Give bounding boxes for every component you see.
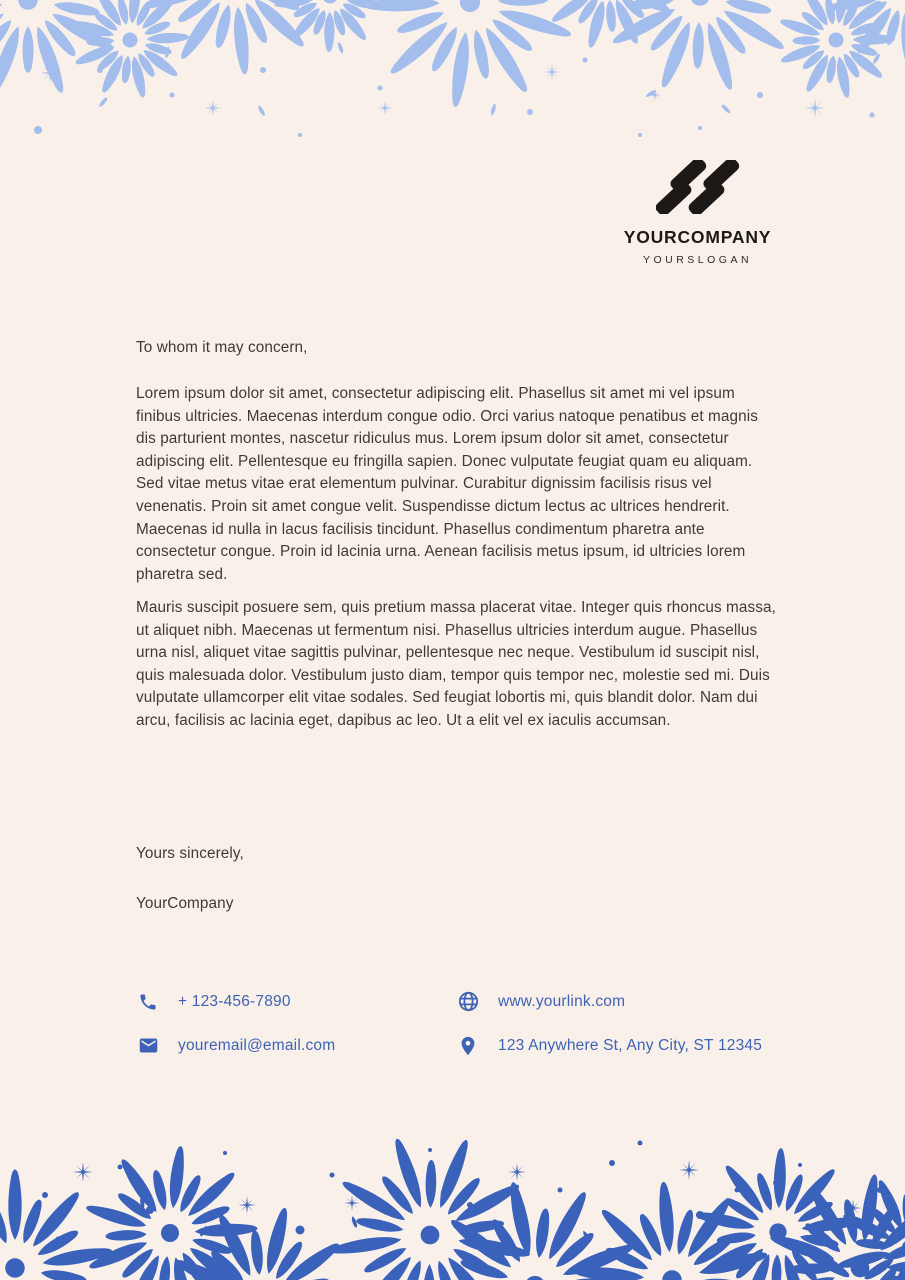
signature-name: YourCompany [136, 895, 234, 912]
company-logo-icon [656, 160, 740, 214]
company-name: YOURCOMPANY [623, 227, 772, 247]
globe-icon [456, 990, 480, 1014]
location-icon [456, 1034, 480, 1058]
fireworks-decoration-top [0, 0, 905, 140]
letter-paragraph-1: Lorem ipsum dolor sit amet, consectetur adipiscing elit. Phasellus sit amet mi vel ipsum finibus ultricies. Maecenas interdum congue odio. Orci varius natoque penatibus et magnis dis parturient montes, nascetur ridiculus mus. Lorem ipsum dolor sit amet, consectetur adipiscing elit. Pellentesque eu fringilla sapien. Donec vulputate feugiat quam eu aliquam. Sed vitae metus vitae erat elementum pulvinar. Curabitur dignissim facilisis risus vel venenatis. Proin sit amet congue velit. Suspendisse dictum lectus ac ultrices hendrerit. Maecenas id nulla in lacus facilisis tincidunt. Phasellus condimentum pharetra ante consectetur congue. Proin id lacinia urna. Aenean facilisis metus ipsum, id ultricies lorem pharetra sed. [136, 385, 758, 583]
fireworks-decoration-bottom [0, 1118, 905, 1280]
website-url: www.yourlink.com [498, 992, 626, 1010]
email-icon [136, 1034, 160, 1058]
phone-icon [136, 990, 160, 1014]
contact-info [136, 988, 762, 1059]
contact-phone [136, 988, 456, 1015]
letter-paragraph-2: Mauris suscipit posuere sem, quis pretium massa placerat vitae. Integer quis rhoncus massa, ut aliquet nibh. Maecenas ut fermentum nisi. Phasellus ultricies interdum augue. Phasellus urna nisl, aliquet vitae sagittis pulvinar, pellentesque nec neque. Vestibulum id suscipit nisl, quis malesuada dolor. Vestibulum justo diam, tempor quis tempor nec, molestie sed mi. Duis vulputate ullamcorper elit vitae sodales. Sed feugiat lobortis mi, quis blandit dolor. Nam dui arcu, facilisis ac lacinia eget, dapibus ac leo. Ut a elit vel ex iaculis accumsan. [136, 599, 776, 729]
brand-block [555, 160, 840, 266]
contact-address [456, 1032, 762, 1059]
contact-website [456, 988, 762, 1015]
contact-email [136, 1032, 456, 1059]
closing-line: Yours sincerely, [136, 845, 244, 862]
email-address: youremail@email.com [178, 1036, 336, 1054]
street-address: 123 Anywhere St, Any City, ST 12345 [498, 1036, 763, 1054]
phone-number: + 123-456-7890 [178, 992, 291, 1010]
company-slogan: YOURSLOGAN [642, 254, 753, 266]
letter-body [136, 337, 776, 977]
salutation: To whom it may concern, [136, 339, 308, 356]
